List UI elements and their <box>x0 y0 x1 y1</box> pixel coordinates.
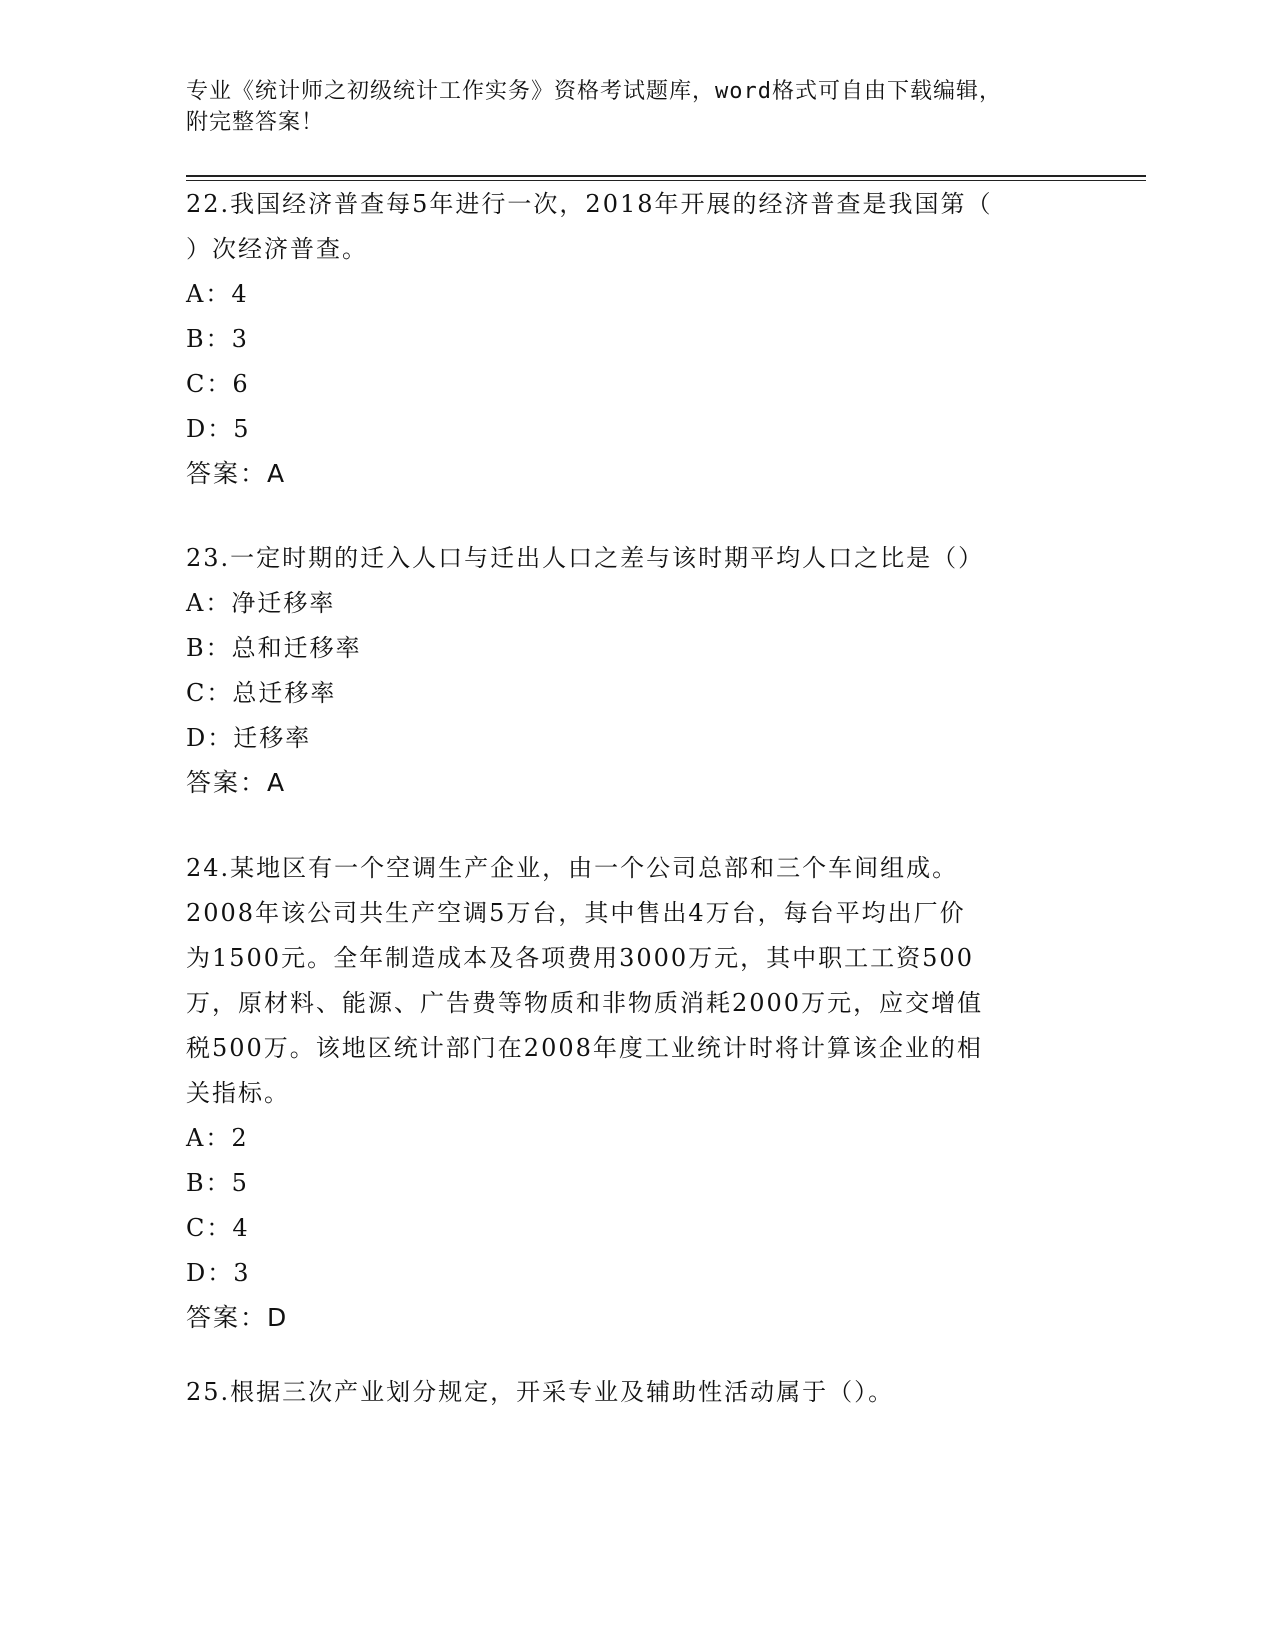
option-b: B：总和迁移率 <box>186 634 362 662</box>
question-22 <box>186 182 1066 496</box>
option-c: C：6 <box>186 370 250 398</box>
option-d: D：3 <box>186 1259 251 1287</box>
question-24 <box>186 846 1066 1340</box>
header-line-1: 专业《统计师之初级统计工作实务》资格考试题库，word格式可自由下载编辑， <box>186 79 1002 104</box>
option-a: A：净迁移率 <box>186 589 336 617</box>
option-a: A：4 <box>186 280 249 308</box>
question-stem-line: 关指标。 <box>186 1079 290 1107</box>
option-b: B：5 <box>186 1169 249 1197</box>
option-a: A：2 <box>186 1124 249 1152</box>
question-stem-line: ）次经济普查。 <box>186 235 368 263</box>
answer: 答案：D <box>186 1303 289 1332</box>
option-d: D：迁移率 <box>186 724 312 752</box>
question-25 <box>186 1370 1066 1415</box>
question-stem-line: 税500万。该地区统计部门在2008年度工业统计时将计算该企业的相 <box>186 1034 983 1062</box>
option-c: C：4 <box>186 1214 250 1242</box>
document-header <box>186 76 1086 138</box>
option-d: D：5 <box>186 415 251 443</box>
header-rule-thick <box>186 175 1146 177</box>
option-b: B：3 <box>186 325 249 353</box>
header-line-2: 附完整答案！ <box>186 110 325 135</box>
question-stem-line: 22.我国经济普查每5年进行一次，2018年开展的经济普查是我国第（ <box>186 190 993 218</box>
header-rule-thin <box>186 180 1146 181</box>
answer: 答案：A <box>186 768 287 797</box>
question-stem-line: 2008年该公司共生产空调5万台，其中售出4万台，每台平均出厂价 <box>186 899 966 927</box>
question-stem-line: 25.根据三次产业划分规定，开采专业及辅助性活动属于（）。 <box>186 1378 895 1406</box>
question-stem-line: 万，原材料、能源、广告费等物质和非物质消耗2000万元，应交增值 <box>186 989 984 1017</box>
answer: 答案：A <box>186 459 287 488</box>
question-stem-line: 24.某地区有一个空调生产企业，由一个公司总部和三个车间组成。 <box>186 854 959 882</box>
question-stem-line: 为1500元。全年制造成本及各项费用3000万元，其中职工工资500 <box>186 944 974 972</box>
question-23 <box>186 536 1066 805</box>
question-stem-line: 23.一定时期的迁入人口与迁出人口之差与该时期平均人口之比是（） <box>186 544 985 572</box>
option-c: C：总迁移率 <box>186 679 337 707</box>
